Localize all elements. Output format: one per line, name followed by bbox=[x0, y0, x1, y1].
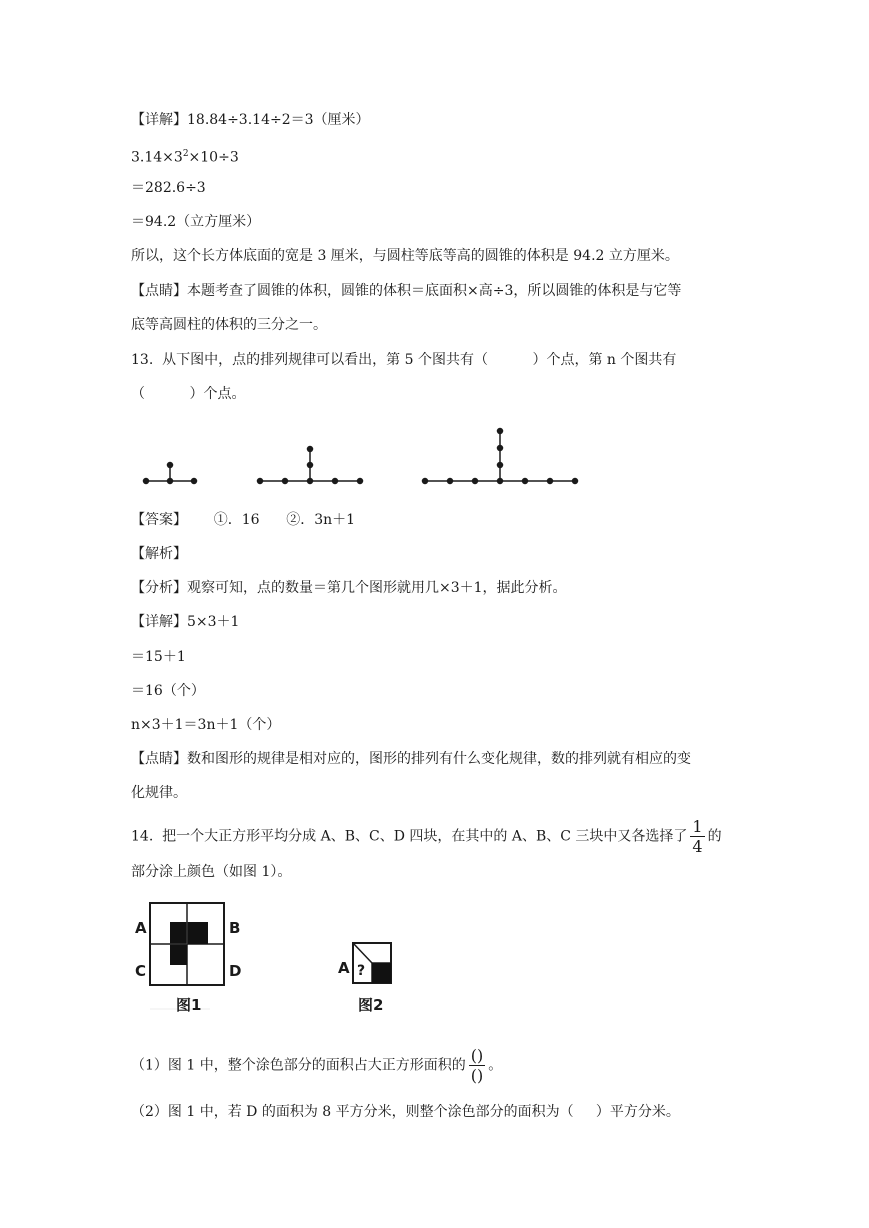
comment-13-line-2: 化规律。 bbox=[131, 785, 187, 801]
subquestion-1-text: （1）图 1 中，整个涂色部分的面积占大正方形面积的 bbox=[131, 1057, 466, 1074]
fig1-title: 图1 bbox=[176, 996, 202, 1014]
fraction-blank-denominator: () bbox=[470, 1066, 484, 1085]
subquestion-2: （2）图 1 中，若 D 的面积为 8 平方分米，则整个涂色部分的面积为（ ）平方分米。 bbox=[131, 1104, 680, 1120]
subquestion-1-end: 。 bbox=[488, 1057, 503, 1074]
answer-line: 【答案】 ①．16 ②．3n＋1 bbox=[131, 512, 356, 528]
exponent: 2 bbox=[182, 149, 189, 159]
calc-line-2: ＝282.6÷3 bbox=[131, 180, 206, 196]
detail-13-line-3: ＝16（个） bbox=[131, 683, 205, 699]
fraction-blank bbox=[469, 1046, 485, 1085]
fraction-denominator: 4 bbox=[692, 837, 703, 856]
question-14-text-end: 的 bbox=[707, 828, 722, 845]
fig1-label-a: A bbox=[135, 919, 147, 937]
fig1-label-c: C bbox=[135, 962, 147, 980]
fig2-question-mark: ? bbox=[357, 963, 366, 979]
calc-part-2: ×10÷3 bbox=[188, 149, 239, 166]
analysis-line: 【分析】观察可知，点的数量＝第几个图形就用几×3＋1，据此分析。 bbox=[131, 580, 567, 596]
fig2-label-a: A bbox=[338, 959, 350, 977]
calc-part-1: 3.14×3 bbox=[131, 149, 183, 166]
question-13-line-2: （ ）个点。 bbox=[131, 386, 246, 402]
question-14-line-2: 部分涂上颜色（如图 1）。 bbox=[131, 864, 292, 880]
comment-line-2: 底等高圆柱的体积的三分之一。 bbox=[131, 317, 327, 333]
detail-13-line-2: ＝15＋1 bbox=[131, 649, 186, 665]
fraction-numerator: 1 bbox=[692, 817, 703, 836]
fig1-label-b: B bbox=[229, 919, 241, 937]
detail-line-1: 【详解】18.84÷3.14÷2＝3（厘米） bbox=[131, 112, 370, 128]
comment-13-line-1: 【点睛】数和图形的规律是相对应的，图形的排列有什么变化规律，数的排列就有相应的变 bbox=[131, 751, 691, 767]
detail-13-line-4: n×3＋1＝3n＋1（个） bbox=[131, 717, 281, 733]
question-14-text: 14. 把一个大正方形平均分成 A、B、C、D 四块，在其中的 A、B、C 三块中又各选择了 bbox=[131, 828, 688, 845]
question-13-line-1: 13. 从下图中，点的排列规律可以看出，第 5 个图共有（ ）个点，第 n 个图共有 bbox=[131, 352, 677, 368]
calc-line-3: ＝94.2（立方厘米） bbox=[131, 214, 261, 230]
fig2-title: 图2 bbox=[358, 996, 384, 1014]
comment-line-1: 【点睛】本题考查了圆锥的体积，圆锥的体积＝底面积×高÷3，所以圆锥的体积是与它等 bbox=[131, 283, 682, 299]
analysis-heading: 【解析】 bbox=[131, 546, 187, 562]
subquestion-1 bbox=[131, 1046, 502, 1085]
fig1-label-d: D bbox=[229, 962, 242, 980]
detail-13-line-1: 【详解】5×3＋1 bbox=[131, 614, 240, 630]
conclusion-line: 所以，这个长方体底面的宽是 3 厘米，与圆柱等底等高的圆锥的体积是 94.2 立方厘米。 bbox=[131, 248, 679, 264]
fraction-blank-numerator: () bbox=[470, 1046, 484, 1065]
